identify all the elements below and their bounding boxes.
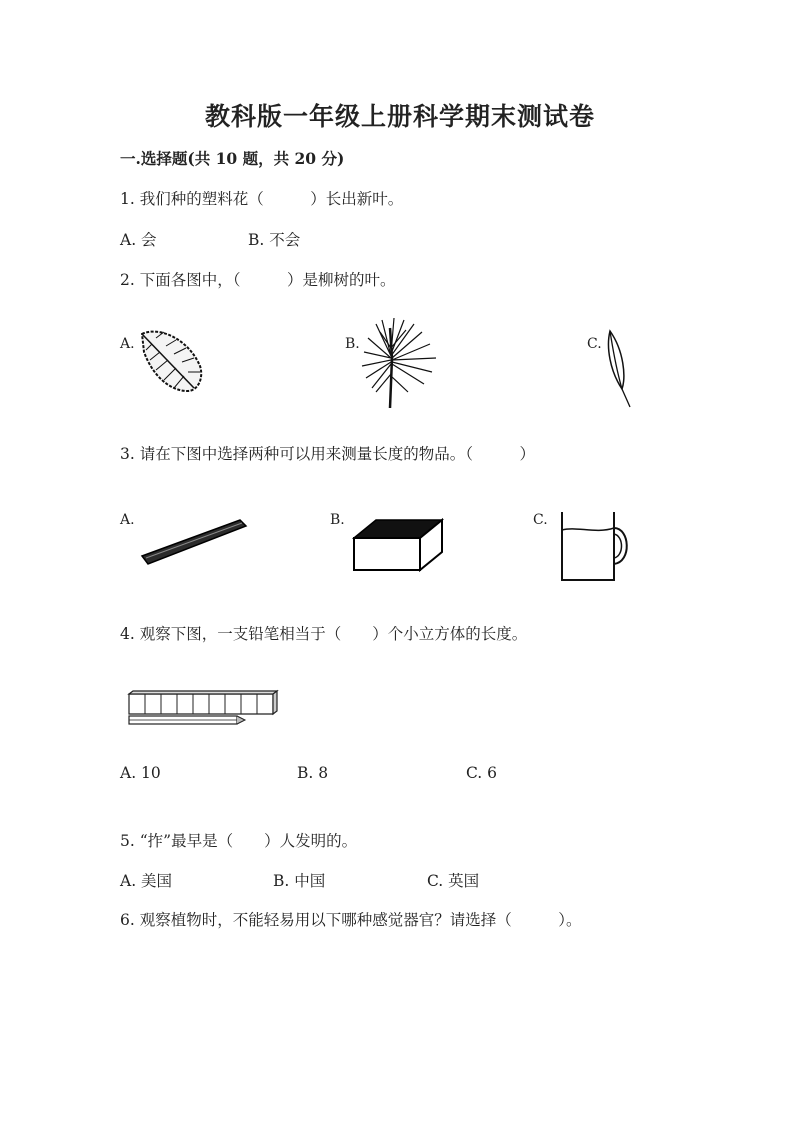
question-5-option-b[interactable]: B. 中国 <box>273 872 326 890</box>
page-title: 教科版一年级上册科学期末测试卷 <box>204 102 595 131</box>
question-2-text: 2. 下面各图中，（ ）是柳树的叶。 <box>120 271 396 289</box>
cup-icon <box>556 506 634 584</box>
question-5-option-a[interactable]: A. 美国 <box>120 872 173 890</box>
question-4-text: 4. 观察下图，一支铅笔相当于（ ）个小立方体的长度。 <box>120 625 528 643</box>
box-icon <box>350 516 446 574</box>
question-3-option-c[interactable]: C. <box>533 512 548 528</box>
willow-leaf-icon <box>604 327 634 409</box>
question-2-option-a[interactable]: A. <box>120 336 135 352</box>
question-3-option-a[interactable]: A. <box>120 512 135 528</box>
question-2-option-c[interactable]: C. <box>587 336 602 352</box>
question-5-option-c[interactable]: C. 英国 <box>427 872 480 890</box>
question-3-option-b[interactable]: B. <box>330 512 345 528</box>
question-6-text: 6. 观察植物时，不能轻易用以下哪种感觉器官？请选择（ ）。 <box>120 911 582 929</box>
question-1-text: 1. 我们种的塑料花（ ）长出新叶。 <box>120 190 404 208</box>
question-4-option-a[interactable]: A. 10 <box>120 764 161 782</box>
pine-needles-icon <box>360 318 440 410</box>
pencil-cubes-icon <box>127 690 279 728</box>
section-heading: 一.选择题(共 10 题，共 20 分) <box>120 149 345 168</box>
question-1-option-b[interactable]: B. 不会 <box>248 231 301 249</box>
question-5-text: 5. “拃”最早是（ ）人发明的。 <box>120 832 358 850</box>
question-1-option-a[interactable]: A. 会 <box>120 231 157 249</box>
stick-icon <box>138 516 250 568</box>
question-4-option-b[interactable]: B. 8 <box>297 764 329 782</box>
question-2-option-b[interactable]: B. <box>345 336 360 352</box>
question-4-option-c[interactable]: C. 6 <box>466 764 498 782</box>
question-3-text: 3. 请在下图中选择两种可以用来测量长度的物品。（ ） <box>120 445 535 463</box>
serrated-leaf-icon <box>138 328 208 398</box>
